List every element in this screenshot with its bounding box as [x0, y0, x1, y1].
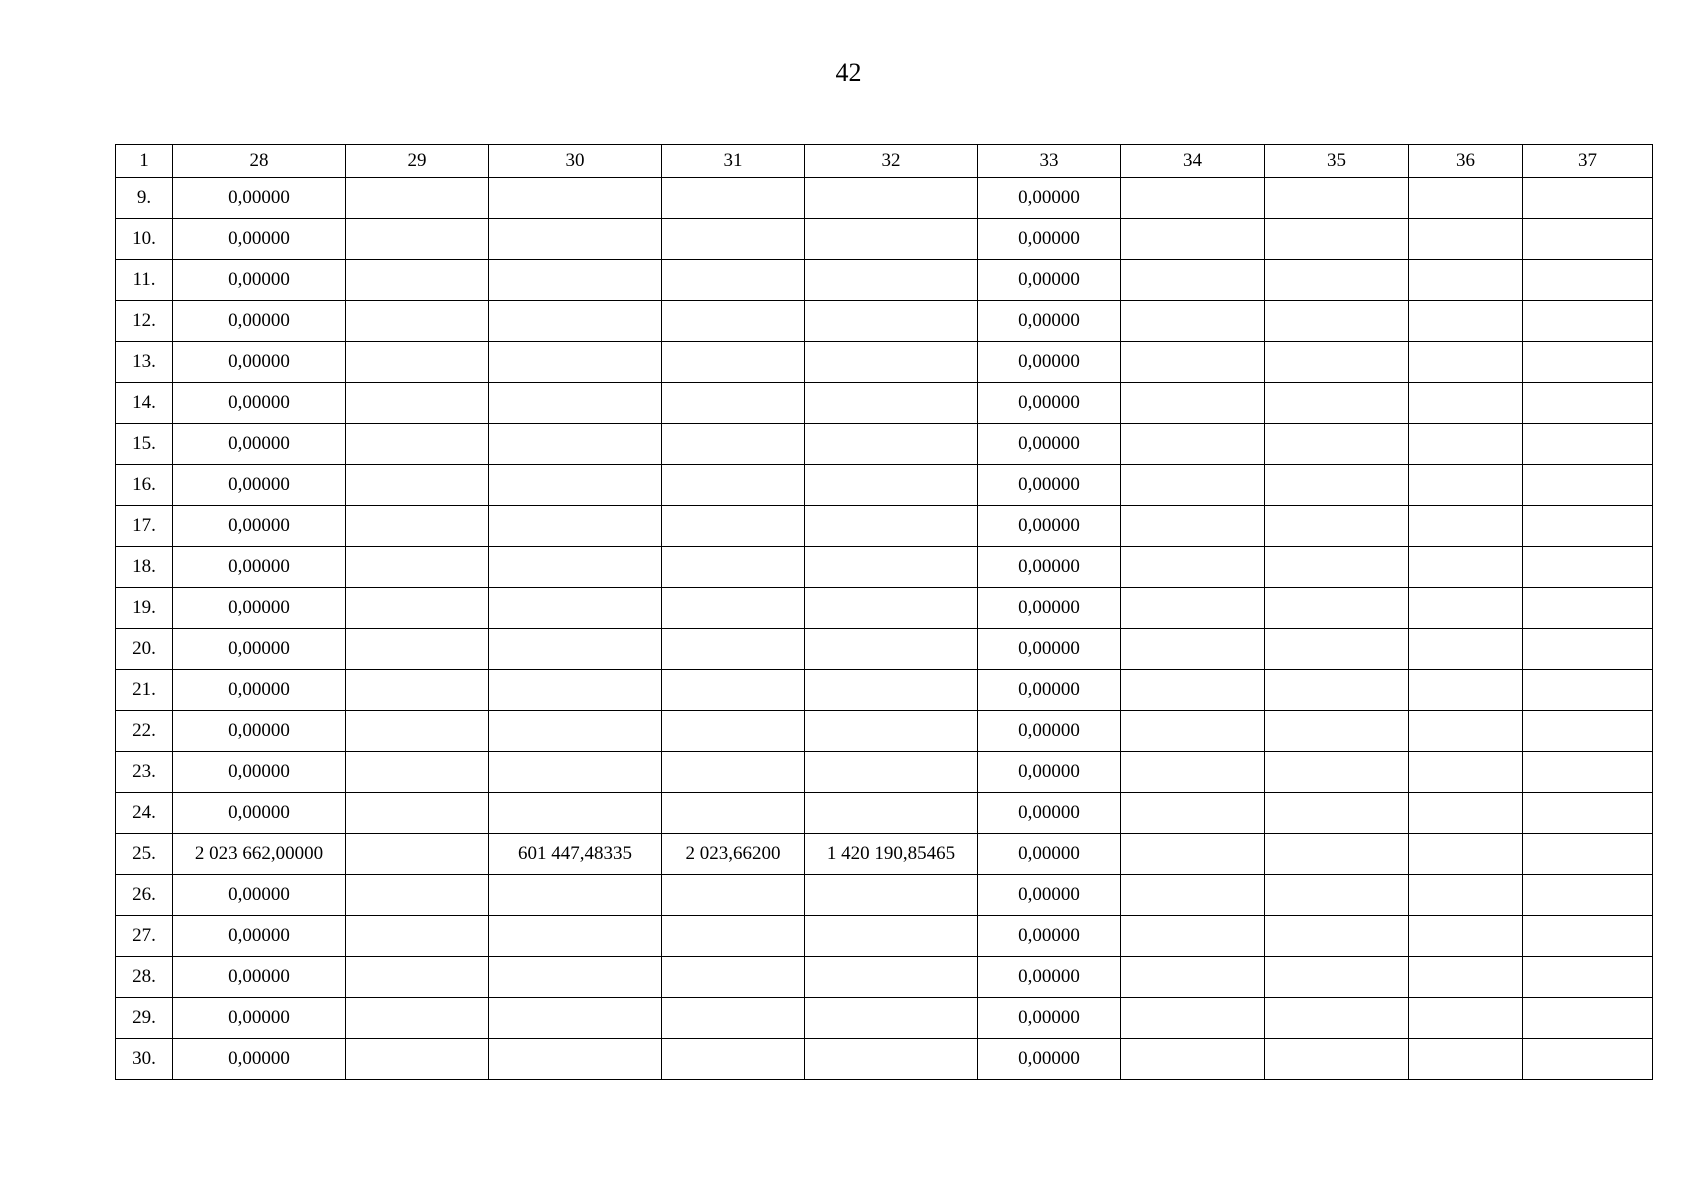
table-cell: 0,00000 — [173, 424, 346, 465]
table-cell: 2 023,66200 — [662, 834, 805, 875]
table-cell — [662, 260, 805, 301]
table-cell — [662, 301, 805, 342]
column-header: 31 — [662, 145, 805, 178]
table-cell: 0,00000 — [978, 793, 1121, 834]
table-cell — [346, 752, 489, 793]
table-cell — [1409, 957, 1523, 998]
table-cell — [1265, 834, 1409, 875]
column-header: 1 — [116, 145, 173, 178]
table-cell — [1121, 957, 1265, 998]
table-row — [116, 998, 1653, 1039]
column-header: 35 — [1265, 145, 1409, 178]
table-cell — [1265, 424, 1409, 465]
table-cell: 0,00000 — [978, 629, 1121, 670]
row-number-cell: 28. — [116, 957, 173, 998]
table-cell — [1409, 670, 1523, 711]
table-cell: 0,00000 — [173, 793, 346, 834]
table-row — [116, 424, 1653, 465]
table-cell — [1265, 916, 1409, 957]
table-row — [116, 834, 1653, 875]
table-cell — [489, 875, 662, 916]
table-cell — [346, 178, 489, 219]
row-number-cell: 30. — [116, 1039, 173, 1080]
row-number-cell: 21. — [116, 670, 173, 711]
table-cell — [1409, 916, 1523, 957]
table-cell: 0,00000 — [173, 383, 346, 424]
column-header: 30 — [489, 145, 662, 178]
table-cell: 0,00000 — [978, 219, 1121, 260]
column-header: 32 — [805, 145, 978, 178]
table-cell — [346, 875, 489, 916]
table-cell — [805, 342, 978, 383]
table-cell: 0,00000 — [978, 547, 1121, 588]
column-header: 29 — [346, 145, 489, 178]
table-cell — [1523, 547, 1653, 588]
table-cell — [805, 260, 978, 301]
table-row — [116, 383, 1653, 424]
table-cell — [805, 178, 978, 219]
column-header: 37 — [1523, 145, 1653, 178]
table-cell: 0,00000 — [978, 383, 1121, 424]
table-cell — [346, 629, 489, 670]
table-body — [116, 178, 1653, 1080]
table-cell: 0,00000 — [173, 588, 346, 629]
table-cell — [489, 711, 662, 752]
table-cell — [1265, 547, 1409, 588]
table-cell — [1409, 465, 1523, 506]
table-cell — [1121, 547, 1265, 588]
table-cell — [1265, 793, 1409, 834]
table-cell — [1265, 588, 1409, 629]
table-cell — [1121, 383, 1265, 424]
table-cell — [1523, 301, 1653, 342]
table-cell — [662, 670, 805, 711]
table-cell — [1523, 260, 1653, 301]
table-cell — [805, 752, 978, 793]
table-cell — [489, 998, 662, 1039]
table-row — [116, 219, 1653, 260]
table-cell: 0,00000 — [173, 752, 346, 793]
table-cell — [1121, 629, 1265, 670]
table-cell — [346, 342, 489, 383]
table-cell — [1265, 178, 1409, 219]
table-cell: 0,00000 — [173, 1039, 346, 1080]
table-header — [116, 145, 1653, 178]
table-cell — [1265, 711, 1409, 752]
table-cell — [489, 547, 662, 588]
table-cell: 0,00000 — [173, 178, 346, 219]
row-number-cell: 14. — [116, 383, 173, 424]
table-cell: 0,00000 — [173, 547, 346, 588]
table-cell — [805, 957, 978, 998]
table-cell — [489, 916, 662, 957]
table-cell — [1523, 178, 1653, 219]
table-cell: 0,00000 — [173, 342, 346, 383]
table-cell — [346, 383, 489, 424]
table-cell — [662, 793, 805, 834]
table-cell: 0,00000 — [173, 260, 346, 301]
table-cell — [1121, 506, 1265, 547]
table-cell — [1121, 834, 1265, 875]
row-number-cell: 20. — [116, 629, 173, 670]
table-cell — [1523, 506, 1653, 547]
table-row — [116, 629, 1653, 670]
row-number-cell: 19. — [116, 588, 173, 629]
table-row — [116, 342, 1653, 383]
table-cell — [805, 506, 978, 547]
table-cell — [1523, 711, 1653, 752]
table-cell — [1265, 875, 1409, 916]
table-cell — [1121, 219, 1265, 260]
table-cell — [805, 793, 978, 834]
table-cell — [346, 260, 489, 301]
table-cell — [346, 793, 489, 834]
table-cell — [1265, 1039, 1409, 1080]
row-number-cell: 18. — [116, 547, 173, 588]
table-cell — [1523, 875, 1653, 916]
table-cell — [1523, 588, 1653, 629]
table-cell — [489, 301, 662, 342]
row-number-cell: 17. — [116, 506, 173, 547]
table-cell — [1265, 301, 1409, 342]
table-cell — [662, 506, 805, 547]
table-cell — [805, 1039, 978, 1080]
table-cell: 0,00000 — [978, 506, 1121, 547]
table-cell: 1 420 190,85465 — [805, 834, 978, 875]
table-cell — [346, 670, 489, 711]
row-number-cell: 11. — [116, 260, 173, 301]
table-cell: 0,00000 — [978, 178, 1121, 219]
table-cell — [662, 875, 805, 916]
table-cell: 0,00000 — [978, 834, 1121, 875]
table-cell: 0,00000 — [173, 711, 346, 752]
table-cell — [1523, 916, 1653, 957]
table-cell — [1121, 998, 1265, 1039]
row-number-cell: 25. — [116, 834, 173, 875]
table-row — [116, 793, 1653, 834]
table-cell — [805, 547, 978, 588]
table-cell — [489, 383, 662, 424]
table-cell — [1265, 342, 1409, 383]
row-number-cell: 13. — [116, 342, 173, 383]
table-cell — [489, 588, 662, 629]
table-cell — [1265, 506, 1409, 547]
table-cell: 0,00000 — [173, 875, 346, 916]
table-cell: 0,00000 — [978, 1039, 1121, 1080]
table-cell — [1409, 752, 1523, 793]
table-cell — [662, 957, 805, 998]
table-cell: 0,00000 — [978, 875, 1121, 916]
table-cell — [1523, 793, 1653, 834]
table-cell: 0,00000 — [978, 588, 1121, 629]
table-cell: 0,00000 — [978, 711, 1121, 752]
table-cell — [1409, 547, 1523, 588]
table-cell — [1409, 506, 1523, 547]
table-cell — [662, 547, 805, 588]
table-cell — [1121, 711, 1265, 752]
table-cell — [805, 670, 978, 711]
column-header: 28 — [173, 145, 346, 178]
table-cell: 0,00000 — [173, 670, 346, 711]
table-cell — [1409, 260, 1523, 301]
table-cell — [662, 383, 805, 424]
table-row — [116, 588, 1653, 629]
table-cell — [1121, 260, 1265, 301]
page-number: 42 — [835, 58, 862, 87]
table-cell — [489, 752, 662, 793]
table-cell — [489, 957, 662, 998]
table-cell: 0,00000 — [978, 670, 1121, 711]
table-cell — [346, 998, 489, 1039]
table-cell: 0,00000 — [978, 998, 1121, 1039]
row-number-cell: 15. — [116, 424, 173, 465]
table-cell — [1121, 424, 1265, 465]
table-cell — [662, 998, 805, 1039]
table-cell — [805, 383, 978, 424]
table-cell — [805, 916, 978, 957]
table-cell — [346, 957, 489, 998]
table-cell — [1121, 670, 1265, 711]
table-row — [116, 260, 1653, 301]
table-cell — [346, 219, 489, 260]
table-cell: 0,00000 — [173, 465, 346, 506]
table-cell — [1121, 301, 1265, 342]
table-cell — [346, 506, 489, 547]
table-cell — [346, 916, 489, 957]
table-row — [116, 957, 1653, 998]
table-cell: 0,00000 — [978, 260, 1121, 301]
table-cell: 0,00000 — [173, 957, 346, 998]
table-cell — [346, 834, 489, 875]
table-cell — [805, 424, 978, 465]
table-cell — [805, 301, 978, 342]
table-cell — [1409, 178, 1523, 219]
table-cell — [662, 916, 805, 957]
table-cell — [662, 1039, 805, 1080]
column-header: 34 — [1121, 145, 1265, 178]
table-cell — [1265, 752, 1409, 793]
table-cell — [662, 588, 805, 629]
table-cell — [1409, 219, 1523, 260]
table-cell — [1409, 629, 1523, 670]
table-cell — [346, 547, 489, 588]
table-cell — [1523, 1039, 1653, 1080]
row-number-cell: 22. — [116, 711, 173, 752]
table-cell — [1121, 916, 1265, 957]
row-number-cell: 24. — [116, 793, 173, 834]
table-cell: 0,00000 — [173, 629, 346, 670]
table-cell: 0,00000 — [978, 957, 1121, 998]
table-cell — [662, 424, 805, 465]
table-cell — [662, 219, 805, 260]
table-cell — [346, 711, 489, 752]
table-cell — [1121, 875, 1265, 916]
table-cell — [489, 219, 662, 260]
table-cell — [489, 178, 662, 219]
table-row — [116, 711, 1653, 752]
table-cell — [346, 1039, 489, 1080]
row-number-cell: 10. — [116, 219, 173, 260]
table-cell — [805, 711, 978, 752]
table-row — [116, 465, 1653, 506]
table-cell — [489, 342, 662, 383]
table-cell: 0,00000 — [978, 916, 1121, 957]
table-cell — [1265, 219, 1409, 260]
table-cell — [662, 629, 805, 670]
table-cell — [1265, 957, 1409, 998]
table-cell — [662, 711, 805, 752]
table-cell — [805, 465, 978, 506]
table-cell — [1121, 178, 1265, 219]
table-cell — [489, 1039, 662, 1080]
table-cell: 0,00000 — [978, 301, 1121, 342]
table-cell — [346, 424, 489, 465]
table-cell — [1409, 383, 1523, 424]
column-header: 33 — [978, 145, 1121, 178]
table-cell — [1523, 670, 1653, 711]
table-cell: 0,00000 — [978, 465, 1121, 506]
table-cell — [805, 588, 978, 629]
table-cell — [1409, 342, 1523, 383]
table-cell — [1523, 834, 1653, 875]
table-cell — [1409, 588, 1523, 629]
table-cell — [1265, 383, 1409, 424]
table-cell — [346, 301, 489, 342]
table-row — [116, 670, 1653, 711]
table-cell — [1409, 834, 1523, 875]
table-cell — [662, 752, 805, 793]
table-row — [116, 1039, 1653, 1080]
table-cell — [489, 424, 662, 465]
table-row — [116, 506, 1653, 547]
table-cell — [1523, 465, 1653, 506]
table-cell — [1523, 957, 1653, 998]
table-cell — [1265, 670, 1409, 711]
table-cell: 0,00000 — [173, 301, 346, 342]
table-cell: 601 447,48335 — [489, 834, 662, 875]
row-number-cell: 9. — [116, 178, 173, 219]
table-row — [116, 752, 1653, 793]
table-cell — [1409, 1039, 1523, 1080]
table-cell — [489, 629, 662, 670]
row-number-cell: 12. — [116, 301, 173, 342]
table-cell: 0,00000 — [978, 424, 1121, 465]
table-cell — [1265, 260, 1409, 301]
table-cell — [1409, 998, 1523, 1039]
data-table — [115, 144, 1653, 1080]
table-cell — [805, 219, 978, 260]
table-cell — [1265, 629, 1409, 670]
row-number-cell: 27. — [116, 916, 173, 957]
header-row — [116, 145, 1653, 178]
table-row — [116, 178, 1653, 219]
table-cell — [346, 588, 489, 629]
table-cell — [1121, 793, 1265, 834]
table-cell — [1523, 342, 1653, 383]
table-cell — [805, 875, 978, 916]
table-cell — [662, 342, 805, 383]
table-cell: 0,00000 — [173, 219, 346, 260]
column-header: 36 — [1409, 145, 1523, 178]
table-cell — [662, 178, 805, 219]
row-number-cell: 16. — [116, 465, 173, 506]
table-cell — [1523, 424, 1653, 465]
row-number-cell: 29. — [116, 998, 173, 1039]
table-cell — [489, 506, 662, 547]
table-cell: 0,00000 — [173, 916, 346, 957]
table-row — [116, 916, 1653, 957]
table-cell — [662, 465, 805, 506]
table-cell — [1121, 588, 1265, 629]
table-cell — [1121, 342, 1265, 383]
table-cell — [1523, 752, 1653, 793]
row-number-cell: 26. — [116, 875, 173, 916]
table-cell — [805, 998, 978, 1039]
row-number-cell: 23. — [116, 752, 173, 793]
table-cell — [489, 465, 662, 506]
table-cell: 0,00000 — [978, 342, 1121, 383]
table-cell — [489, 793, 662, 834]
table-cell — [1523, 629, 1653, 670]
table-cell — [1121, 752, 1265, 793]
table-cell — [1409, 793, 1523, 834]
table-cell: 2 023 662,00000 — [173, 834, 346, 875]
table-cell — [346, 465, 489, 506]
table-row — [116, 301, 1653, 342]
table-cell — [1523, 219, 1653, 260]
table-cell — [1409, 424, 1523, 465]
table-cell — [1409, 301, 1523, 342]
table-cell — [489, 260, 662, 301]
table-cell: 0,00000 — [978, 752, 1121, 793]
table-cell — [1265, 465, 1409, 506]
table-cell — [1121, 1039, 1265, 1080]
table-row — [116, 875, 1653, 916]
table-cell: 0,00000 — [173, 506, 346, 547]
table-cell — [805, 629, 978, 670]
table-cell — [489, 670, 662, 711]
table-cell — [1265, 998, 1409, 1039]
table-cell — [1409, 711, 1523, 752]
table-cell — [1121, 465, 1265, 506]
table-cell — [1523, 998, 1653, 1039]
table-cell — [1523, 383, 1653, 424]
table-cell — [1409, 875, 1523, 916]
table-cell: 0,00000 — [173, 998, 346, 1039]
table-row — [116, 547, 1653, 588]
